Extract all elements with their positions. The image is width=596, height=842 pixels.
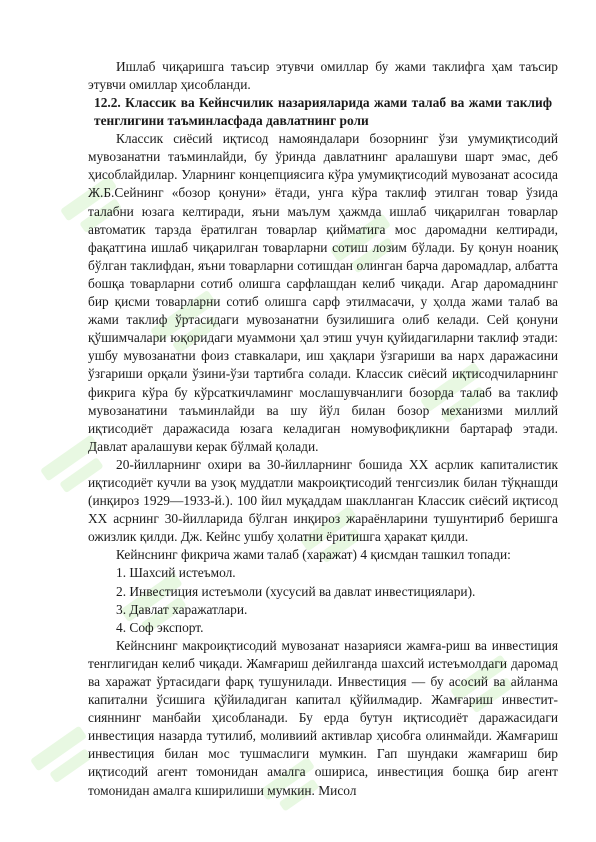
intro-paragraph: Ишлаб чиқаришга таъсир этувчи омиллар бу жами таклифга ҳам таъсир этувчи омиллар ҳисобланди. (88, 59, 558, 93)
paragraph-savings-investment: Кейнснинг макроиқтисодий мувозанат назарияси жамға-риш ва инвестиция тенглигидан келиб чиқади. Жамғариш дейилганда шахсий истеъмолдаги даромад ва харажат ўртасидаги фарқ тушунилади. Инвестиция — бу асосий ва айланма капитални ўсишига қўйиладиган капитал қўйилмадир. Жамғариш инвестит-сияннинг манбайи ҳисобланади. Бу ерда бутун иқтисодиёт даражасидаги инвестиция назарда тутилиб, моливиий активлар ҳисобга олинмайди. Жамғариш инвестиция билан мос тушмаслиги мумкин. Гап шундаки жамғариш бир иқтисодий агент томонидан амалга ошириса, инвестиция бошқа бир агент томонидан амалга кширилиши мумкин. Мисол (88, 637, 558, 798)
list-item-government-spending: 3. Давлат харажатлари. (116, 601, 248, 617)
paragraph-great-depression: 20-йилларнинг охири ва 30-йилларнинг бошида XX асрлик капиталистик иқтисодиёт кучли ва узоқ муддатли макроиқтисодий тенгсизлик билан тўқнашди (инқироз 1929—1933-й.). 100 йил муқаддам шаклланган Классик сиёсий иқтисод XX асрнинг 30-йилларида бўлган инқироз жараёнларини тушунтириб беришга ожизлик қилди. Дж. Кейнс ушбу ҳолатни ёритишга ҳаракат қилди. (88, 456, 558, 545)
list-item-net-export: 4. Соф экспорт. (116, 619, 204, 635)
paragraph-keynes-demand: Кейнснинг фикрича жами талаб (харажат) 4 қисмдан ташкил топади: (116, 547, 511, 563)
list-item-personal-consumption: 1. Шахсий истеъмол. (116, 565, 236, 581)
list-item-investment: 2. Инвестиция истеъмоли (хусусий ва давлат инвестициялари). (116, 583, 476, 599)
section-heading: 12.2. Классик ва Кейнсчилик назарияларида жами талаб ва жами таклиф тенглигини таъминласфада давлатнинг роли (94, 95, 552, 129)
document-body (88, 58, 558, 800)
paragraph-classical-theory: Классик сиёсий иқтисод намояндалари бозорнинг ўзи умумиқтисодий мувозанатни таъминлайди, бу ўринда давлатнинг аралашуви шарт эмас, деб ҳисоблайдилар. Уларнинг концепциясига кўра умумиқтисодий мувозанат асосида Ж.Б.Сейнинг «бозор қонуни» ётади, унга кўра таклиф этилган товар ўзида талабни юзага келтиради, яъни маълум ҳажмда ишлаб чиқарилган товарлар автоматик тарзда ёратилган товарлар қийматига мос даромадни келтиради, фақатгина ишлаб чиқарилган товарларни сотиш лозим бўлади. Бу қонун ноаниқ бўлган таклифдан, яъни товарларни сотишдан олинган барча даромадлар, албатта бошқа товарларни сотиб олишга сарфлашдан келиб чиқади. Агар даромаднинг бир қисми товарларни сотиб олишга сарф этилмасачи, у ҳолда жами талаб ва жами таклиф ўртасидаги мувозанатни бузилишига олиб келади. Сей қонуни қўшимчалари юқоридаги муаммони ҳал этиш учун қуйидагиларни таклиф этади: ушбу мувозанатни фоиз ставкалари, иш ҳақлари ўзгариши ва нарх даражасини ўзгариши орқали ўзини-ўзи тартибга солади. Классик сиёсий иқтисодчиларнинг фикрига кўра бу кўрсаткичламинг мослашувчанлиги бозорда талаб ва таклиф мувозанатини таъминлайди ва шу йўл билан бозор механизми миллий иқтисодиёт даражасида юзага келадиган номувофиқликни бартараф этади. Давлат аралашуви керак бўлмай қолади. (88, 131, 558, 454)
